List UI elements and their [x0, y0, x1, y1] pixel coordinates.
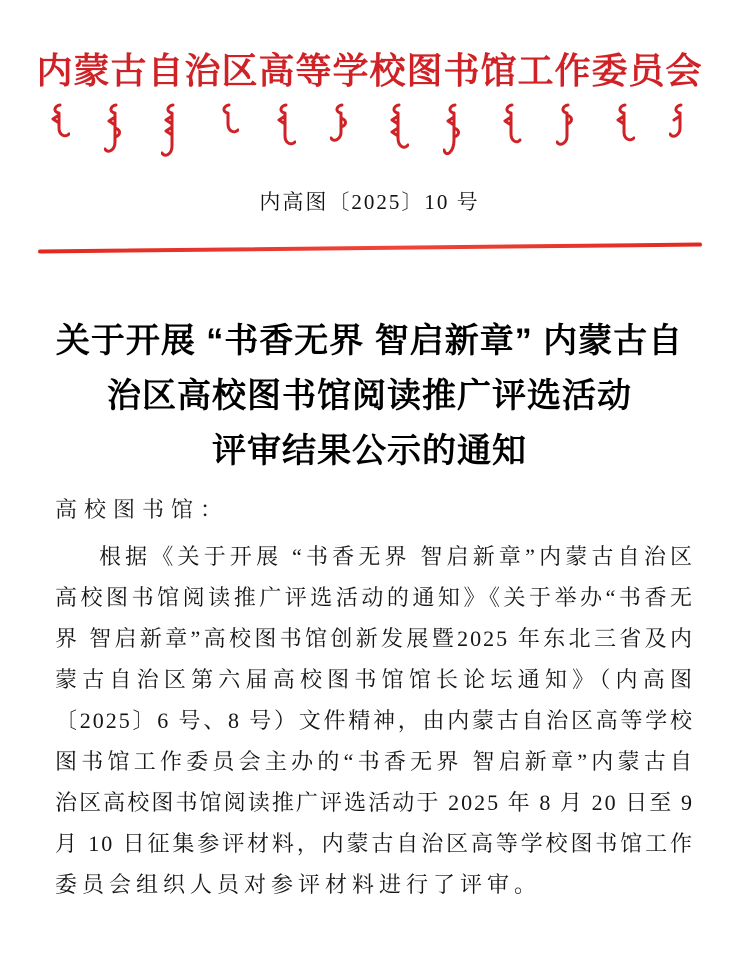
paragraph-line: 高校图书馆阅读推广评选活动的通知》《关于举办“书香无	[55, 585, 694, 610]
paragraph-line: 图书馆工作委员会主办的“书香无界 智启新章”内蒙古自	[55, 749, 694, 774]
paragraph-line: 根据《关于开展 “书香无界 智启新章”内蒙古自治区	[99, 544, 694, 569]
mongolian-script-word-icon	[48, 102, 70, 142]
mongolian-script-word-icon	[161, 102, 183, 162]
document-number: 内高图〔2025〕10 号	[259, 190, 480, 214]
salutation: 高校图书馆：	[55, 497, 230, 522]
paragraph-line: 委员会组织人员对参评材料进行了评审。	[55, 872, 542, 897]
mongolian-script-word-icon	[556, 102, 578, 150]
paragraph-line: 界 智启新章”高校图书馆创新发展暨2025 年东北三省及内	[55, 626, 694, 651]
mongolian-script-word-icon	[387, 102, 409, 154]
paragraph-line: 月 10 日征集参评材料，内蒙古自治区高等学校图书馆工作	[55, 831, 694, 856]
mongolian-script-word-icon	[613, 102, 635, 146]
red-divider-rule	[37, 243, 701, 254]
mongolian-script-row	[48, 102, 691, 162]
mongolian-script-word-icon	[330, 102, 352, 146]
notice-title-line-1: 关于开展 “书香无界 智启新章” 内蒙古自	[55, 322, 684, 360]
mongolian-script-word-icon	[217, 102, 239, 138]
org-masthead-title: 内蒙古自治区高等学校图书馆工作委员会	[36, 51, 703, 91]
paragraph-line: 蒙古自治区第六届高校图书馆馆长论坛通知》（内高图	[55, 667, 694, 692]
paragraph-line: 治区高校图书馆阅读推广评选活动于 2025 年 8 月 20 日至 9	[55, 790, 694, 815]
mongolian-script-word-icon	[443, 102, 465, 162]
mongolian-script-word-icon	[104, 102, 126, 158]
body-paragraph	[55, 536, 694, 905]
notice-title-line-2: 治区高校图书馆阅读推广评选活动	[107, 377, 632, 415]
notice-title	[0, 314, 739, 479]
paragraph-line: 〔2025〕6 号、8 号）文件精神，由内蒙古自治区高等学校	[55, 708, 694, 733]
mongolian-script-word-icon	[669, 102, 691, 142]
notice-title-line-3: 评审结果公示的通知	[212, 432, 527, 470]
mongolian-script-word-icon	[274, 102, 296, 150]
mongolian-script-word-icon	[500, 102, 522, 148]
